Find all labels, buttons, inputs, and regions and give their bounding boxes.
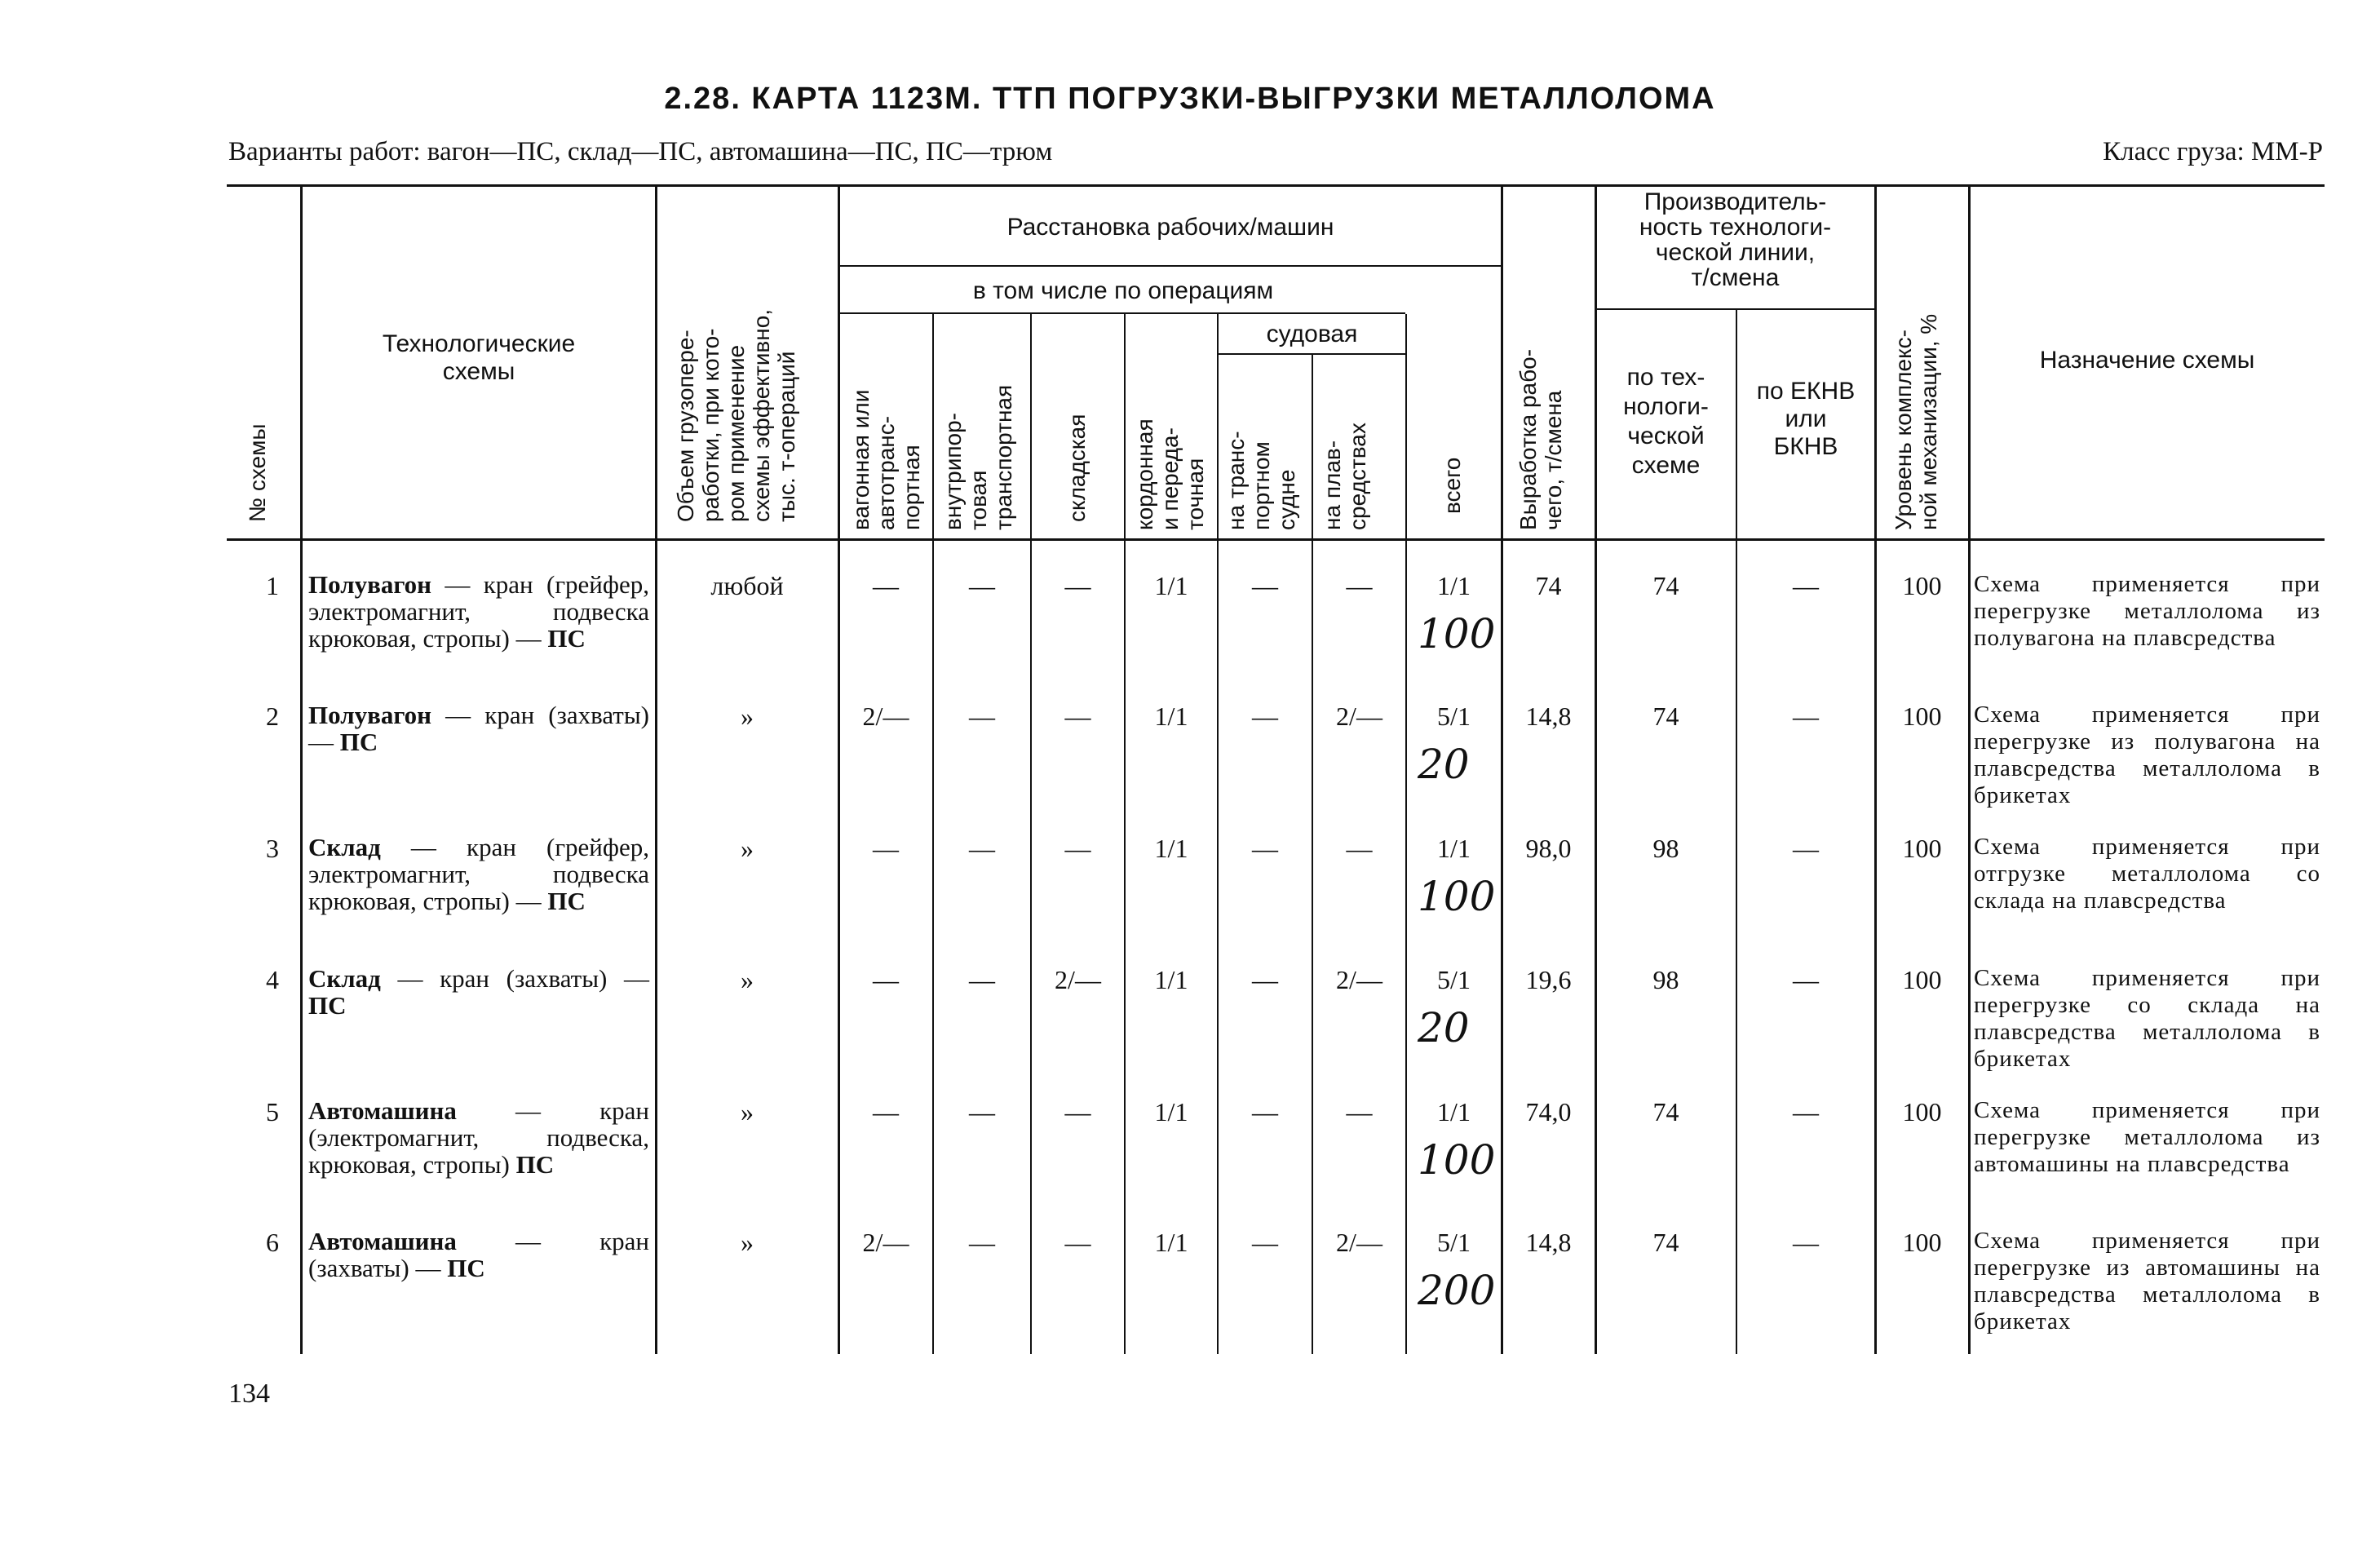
col-divider xyxy=(1736,310,1737,1354)
scheme-target: ПС xyxy=(547,887,586,915)
row-wagon: 2/— xyxy=(862,1228,909,1257)
handwritten-note: 100 xyxy=(1418,1136,1496,1184)
scheme-target: ПС xyxy=(308,991,347,1020)
row-wagon: — xyxy=(873,965,899,994)
row-volume: » xyxy=(741,702,754,731)
header-output: Выработка рабо- чего, т/смена xyxy=(1515,348,1566,530)
cargo-class: Класс груза: ММ-Р xyxy=(2103,137,2323,166)
header-by-operations: в том числе по операциям xyxy=(972,277,1274,304)
row-purpose: Схема применяется при перегрузке металлолома из автомашины на плавсредства xyxy=(1974,1097,2320,1177)
scheme-source: Автомашина xyxy=(308,1227,457,1255)
scheme-route: — кран (захваты) — xyxy=(308,701,649,756)
header-scheme-number: № схемы xyxy=(245,423,270,522)
row-output: 14,8 xyxy=(1525,1228,1572,1257)
row-purpose: Схема применяется при отгрузке металлолома со склада на плавсредства xyxy=(1974,834,2320,914)
row-number: 1 xyxy=(266,571,279,600)
row-output: 19,6 xyxy=(1525,965,1572,994)
row-warehouse: — xyxy=(1064,571,1091,600)
header-by-ekhv: по ЕКНВ или БКНВ xyxy=(1756,378,1856,460)
row-volume: » xyxy=(741,1228,754,1257)
row-mechanization: 100 xyxy=(1902,965,1942,994)
row-scheme-name xyxy=(308,571,649,652)
scheme-target: ПС xyxy=(339,728,378,756)
row-ship-float: 2/— xyxy=(1336,702,1382,731)
row-number: 4 xyxy=(266,965,279,994)
row-volume: » xyxy=(741,1097,754,1126)
scheme-source: Склад xyxy=(308,964,381,993)
row-by-ekhv: — xyxy=(1793,571,1819,600)
row-warehouse: — xyxy=(1064,834,1091,863)
row-internal: — xyxy=(969,702,995,731)
header-volume: Объем грузопере- работки, при кото- ром применение схемы эффективно, тыс. т-операций xyxy=(673,308,799,522)
header-internal: внутрипор- товая транспортная xyxy=(940,384,1016,530)
header-subrule xyxy=(839,312,1405,314)
row-warehouse: — xyxy=(1064,702,1091,731)
row-scheme-name xyxy=(308,702,649,755)
row-scheme-name xyxy=(308,834,649,914)
row-by-scheme: 74 xyxy=(1652,571,1679,600)
row-purpose: Схема применяется при перегрузке из полувагона на плавсредства металлолома в брикетах xyxy=(1974,702,2320,808)
scheme-source: Полувагон xyxy=(308,701,432,729)
row-total: 5/1 xyxy=(1437,702,1471,731)
row-scheme-name xyxy=(308,965,649,1019)
row-total: 1/1 xyxy=(1437,1097,1471,1126)
header-productivity: Производитель- ность технологи- ческой линии, т/смена xyxy=(1639,188,1832,291)
row-ship-transport: — xyxy=(1252,965,1278,994)
row-total: 1/1 xyxy=(1437,571,1471,600)
header-placement: Расстановка рабочих/машин xyxy=(1006,214,1334,241)
scheme-route: — кран (захваты) — xyxy=(308,1227,649,1282)
handwritten-note: 20 xyxy=(1418,741,1470,788)
header-total: всего xyxy=(1440,457,1465,514)
row-by-scheme: 98 xyxy=(1652,834,1679,863)
col-divider xyxy=(1874,186,1877,1354)
row-purpose: Схема применяется при перегрузке со склада на плавсредства металлолома в брикетах xyxy=(1974,965,2320,1072)
row-total: 5/1 xyxy=(1437,965,1471,994)
row-ship-transport: — xyxy=(1252,1097,1278,1126)
row-internal: — xyxy=(969,834,995,863)
row-by-ekhv: — xyxy=(1793,834,1819,863)
row-number: 5 xyxy=(266,1097,279,1126)
row-by-scheme: 74 xyxy=(1652,1228,1679,1257)
row-volume: любой xyxy=(710,571,784,600)
row-ship-float: — xyxy=(1346,1097,1373,1126)
scheme-route: — кран (грейфер, электромагнит, подвеска крюковая, стропы) — xyxy=(308,570,649,653)
row-scheme-name xyxy=(308,1097,649,1178)
row-ship-float: 2/— xyxy=(1336,1228,1382,1257)
row-warehouse: 2/— xyxy=(1055,965,1101,994)
scheme-route: — кран (грейфер, электромагнит, подвеска крюковая, стропы) — xyxy=(308,833,649,915)
handwritten-note: 20 xyxy=(1418,1004,1470,1051)
scheme-target: ПС xyxy=(547,624,586,653)
row-wagon: — xyxy=(873,834,899,863)
header-bottom-rule xyxy=(227,538,2325,541)
row-wagon: 2/— xyxy=(862,702,909,731)
work-variants: Варианты работ: вагон—ПС, склад—ПС, автомашина—ПС, ПС—трюм xyxy=(228,137,1053,166)
header-ship-transport: на транс- портном судне xyxy=(1223,431,1299,530)
row-total: 5/1 xyxy=(1437,1228,1471,1257)
row-mechanization: 100 xyxy=(1902,1097,1942,1126)
row-output: 74,0 xyxy=(1525,1097,1572,1126)
row-ship-float: — xyxy=(1346,571,1373,600)
row-volume: » xyxy=(741,965,754,994)
row-warehouse: — xyxy=(1064,1228,1091,1257)
page-number: 134 xyxy=(228,1379,270,1409)
row-mechanization: 100 xyxy=(1902,1228,1942,1257)
header-warehouse: складская xyxy=(1064,414,1090,522)
row-volume: » xyxy=(741,834,754,863)
scheme-target: ПС xyxy=(515,1150,555,1179)
row-scheme-name xyxy=(308,1228,649,1281)
row-by-ekhv: — xyxy=(1793,702,1819,731)
header-ship: судовая xyxy=(1266,321,1358,347)
row-ship-transport: — xyxy=(1252,1228,1278,1257)
row-cordon: 1/1 xyxy=(1154,1097,1188,1126)
header-cordon: кордонная и переда- точная xyxy=(1132,418,1208,530)
header-mechanization: Уровень комплекс- ной механизации, % xyxy=(1891,313,1941,530)
row-ship-transport: — xyxy=(1252,571,1278,600)
scheme-source: Автомашина xyxy=(308,1096,457,1125)
table-top-rule xyxy=(227,184,2325,187)
row-output: 98,0 xyxy=(1525,834,1572,863)
col-divider xyxy=(1595,186,1597,1354)
handwritten-note: 100 xyxy=(1418,610,1496,657)
header-by-scheme: по тех- нологи- ческой схеме xyxy=(1623,364,1709,479)
header-subrule xyxy=(1596,308,1874,310)
row-by-ekhv: — xyxy=(1793,965,1819,994)
row-internal: — xyxy=(969,571,995,600)
row-purpose: Схема применяется при перегрузке из автомашины на плавсредства металлолома в брикетах xyxy=(1974,1228,2320,1334)
col-divider xyxy=(655,186,657,1354)
row-by-scheme: 74 xyxy=(1652,702,1679,731)
row-cordon: 1/1 xyxy=(1154,1228,1188,1257)
row-wagon: — xyxy=(873,571,899,600)
row-ship-transport: — xyxy=(1252,702,1278,731)
row-by-scheme: 74 xyxy=(1652,1097,1679,1126)
row-cordon: 1/1 xyxy=(1154,702,1188,731)
row-wagon: — xyxy=(873,1097,899,1126)
header-subrule xyxy=(1219,353,1405,355)
row-mechanization: 100 xyxy=(1902,834,1942,863)
row-mechanization: 100 xyxy=(1902,571,1942,600)
scheme-target: ПС xyxy=(447,1254,485,1282)
row-output: 74 xyxy=(1535,571,1562,600)
row-purpose: Схема применяется при перегрузке металлолома из полувагона на плавсредства xyxy=(1974,571,2320,651)
row-by-scheme: 98 xyxy=(1652,965,1679,994)
scheme-source: Склад xyxy=(308,833,381,861)
scheme-source: Полувагон xyxy=(308,570,432,599)
row-internal: — xyxy=(969,965,995,994)
page-title: 2.28. КАРТА 1123М. ТТП ПОГРУЗКИ-ВЫГРУЗКИ МЕТАЛЛОЛОМА xyxy=(664,82,1716,116)
row-ship-float: 2/— xyxy=(1336,965,1382,994)
row-cordon: 1/1 xyxy=(1154,834,1188,863)
row-number: 2 xyxy=(266,702,279,731)
col-divider xyxy=(1501,186,1503,1354)
handwritten-note: 200 xyxy=(1418,1267,1496,1314)
header-wagon: вагонная или автотранс- портная xyxy=(848,389,924,530)
row-internal: — xyxy=(969,1097,995,1126)
row-warehouse: — xyxy=(1064,1097,1091,1126)
scheme-route: — кран (захваты) — xyxy=(380,964,649,993)
col-divider xyxy=(300,186,303,1354)
row-internal: — xyxy=(969,1228,995,1257)
scheme-route: — кран (электромагнит, подвеска, крюковая, стропы) xyxy=(308,1096,649,1179)
row-by-ekhv: — xyxy=(1793,1097,1819,1126)
header-schemes: Технологические схемы xyxy=(382,330,576,385)
handwritten-note: 100 xyxy=(1418,873,1496,920)
row-mechanization: 100 xyxy=(1902,702,1942,731)
row-ship-float: — xyxy=(1346,834,1373,863)
row-by-ekhv: — xyxy=(1793,1228,1819,1257)
row-cordon: 1/1 xyxy=(1154,965,1188,994)
row-number: 3 xyxy=(266,834,279,863)
row-cordon: 1/1 xyxy=(1154,571,1188,600)
row-ship-transport: — xyxy=(1252,834,1278,863)
row-output: 14,8 xyxy=(1525,702,1572,731)
row-number: 6 xyxy=(266,1228,279,1257)
header-ship-float: на плав- средствах xyxy=(1320,423,1370,530)
header-purpose: Назначение схемы xyxy=(2039,347,2255,374)
col-divider xyxy=(838,186,840,1354)
header-subrule xyxy=(839,265,1501,267)
row-total: 1/1 xyxy=(1437,834,1471,863)
